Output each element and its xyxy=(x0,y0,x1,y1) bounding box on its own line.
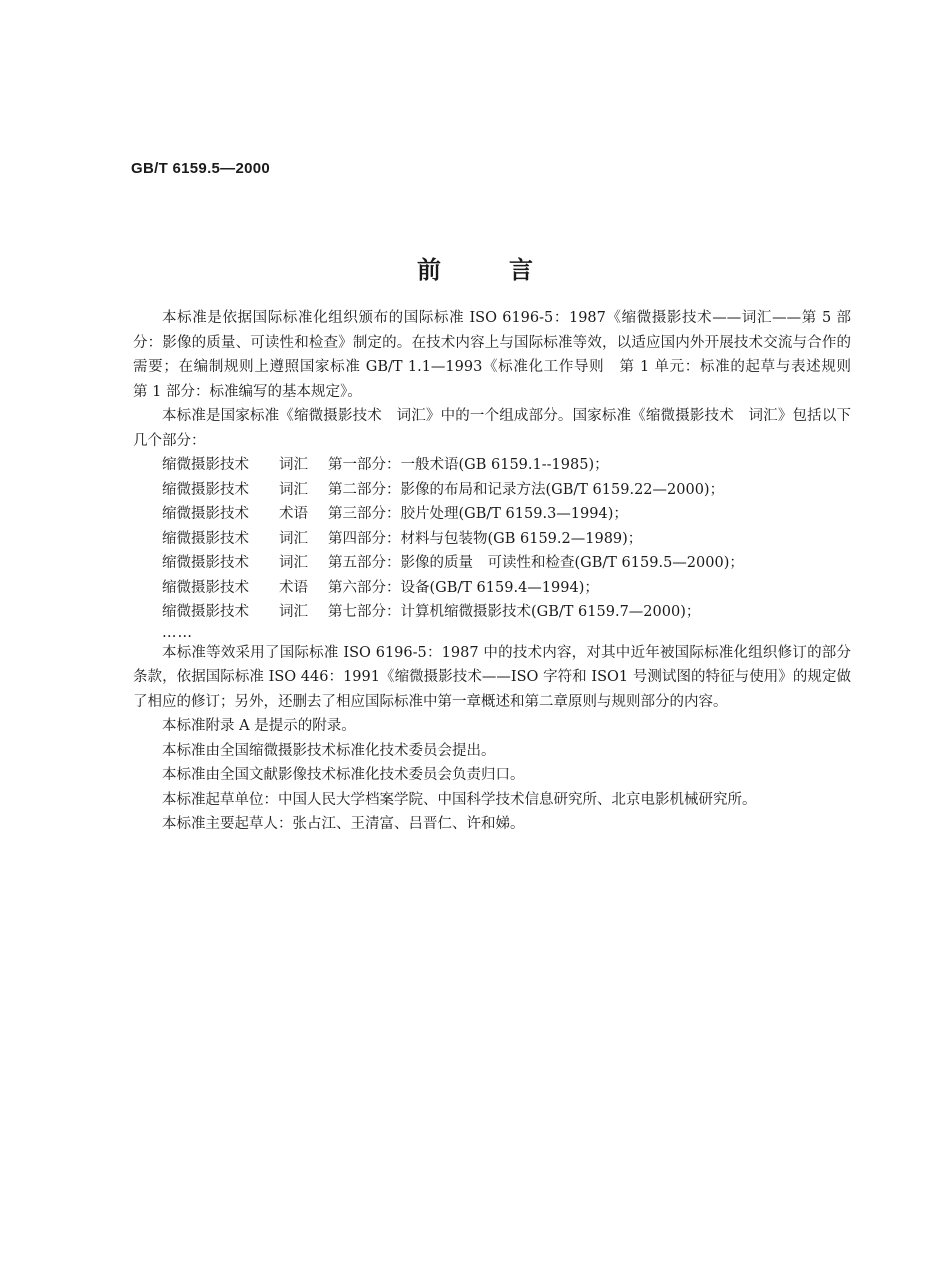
paragraph-composition: 本标准是国家标准《缩微摄影技术 词汇》中的一个组成部分。国家标准《缩微摄影技术 词汇》包括以下几个部分： xyxy=(133,408,851,449)
list-item xyxy=(133,576,851,601)
list-item-kind: 术语 xyxy=(279,579,308,596)
page-title: 前言 xyxy=(417,255,601,284)
list-item-detail: 第五部分：影像的质量 可读性和检查(GB/T 6159.5—2000)； xyxy=(328,555,744,571)
paragraph-appendix: 本标准附录 A 是提示的附录。 xyxy=(162,718,356,734)
list-item-series: 缩微摄影技术 xyxy=(162,506,249,522)
list-item-detail: 第一部分：一般术语(GB 6159.1--1985)； xyxy=(328,457,609,473)
paragraph-administrator: 本标准由全国文献影像技术标准化技术委员会负责归口。 xyxy=(162,767,525,783)
list-item xyxy=(133,600,851,625)
list-item-kind: 词汇 xyxy=(279,457,308,473)
paragraph-basis: 本标准是依据国际标准化组织颁布的国际标准 ISO 6196-5：1987《缩微摄影技术——词汇——第 5 部分：影像的质量、可读性和检查》制定的。在技术内容上与国际标准等效，以适应国内外开展技术交流与合作的需要；在编制规则上遵照国家标准 GB/T 1.1—1993《标准化工作导则 第 1 单元：标准的起草与表述规则 第 1 部分：标准编写的基本规定》。 xyxy=(133,310,866,400)
list-item-series: 缩微摄影技术 xyxy=(162,530,249,547)
paragraph-drafting-units: 本标准起草单位：中国人民大学档案学院、中国科学技术信息研究所、北京电影机械研究所。 xyxy=(162,791,757,808)
foreword-body xyxy=(133,306,866,837)
list-item xyxy=(133,453,851,478)
list-item-detail: 第七部分：计算机缩微摄影技术(GB/T 6159.7—2000)； xyxy=(328,604,701,620)
list-item-kind: 词汇 xyxy=(279,481,308,498)
standard-code: GB/T 6159.5—2000 xyxy=(131,160,271,177)
list-item-kind: 词汇 xyxy=(279,604,308,620)
list-item-detail: 第三部分：胶片处理(GB/T 6159.3—1994)； xyxy=(328,506,628,522)
list-item-kind: 词汇 xyxy=(279,530,308,547)
list-item-series: 缩微摄影技术 xyxy=(162,579,249,596)
list-item-detail: 第四部分：材料与包装物(GB 6159.2—1989)； xyxy=(328,530,643,547)
paragraph-adoption: 本标准等效采用了国际标准 ISO 6196-5：1987 中的技术内容，对其中近年被国际标准化组织修订的部分条款，依据国际标准 ISO 446：1991《缩微摄影技术——ISO 字符和 ISO1 号测试图的特征与使用》的规定做了相应的修订；另外，还删去了相应国际标准中第一章概述和第二章原则与规则部分的内容。 xyxy=(133,644,851,710)
paragraph-drafters: 本标准主要起草人：张占江、王清富、吕晋仁、许和娣。 xyxy=(162,816,525,832)
list-item xyxy=(133,551,851,576)
list-item-series: 缩微摄影技术 xyxy=(162,604,249,620)
list-ellipsis: …… xyxy=(162,624,193,641)
list-item-series: 缩微摄影技术 xyxy=(162,457,249,473)
list-item xyxy=(133,527,851,552)
list-item-series: 缩微摄影技术 xyxy=(162,481,249,498)
list-item-kind: 词汇 xyxy=(279,555,308,571)
list-item-detail: 第二部分：影像的布局和记录方法(GB/T 6159.22—2000)； xyxy=(328,481,725,498)
list-item xyxy=(133,478,851,503)
list-item xyxy=(133,502,851,527)
list-item-series: 缩微摄影技术 xyxy=(162,555,249,571)
list-item-kind: 术语 xyxy=(279,506,308,522)
list-item-detail: 第六部分：设备(GB/T 6159.4—1994)； xyxy=(328,579,599,596)
parts-list xyxy=(133,453,851,625)
paragraph-proposer: 本标准由全国缩微摄影技术标准化技术委员会提出。 xyxy=(162,742,496,759)
